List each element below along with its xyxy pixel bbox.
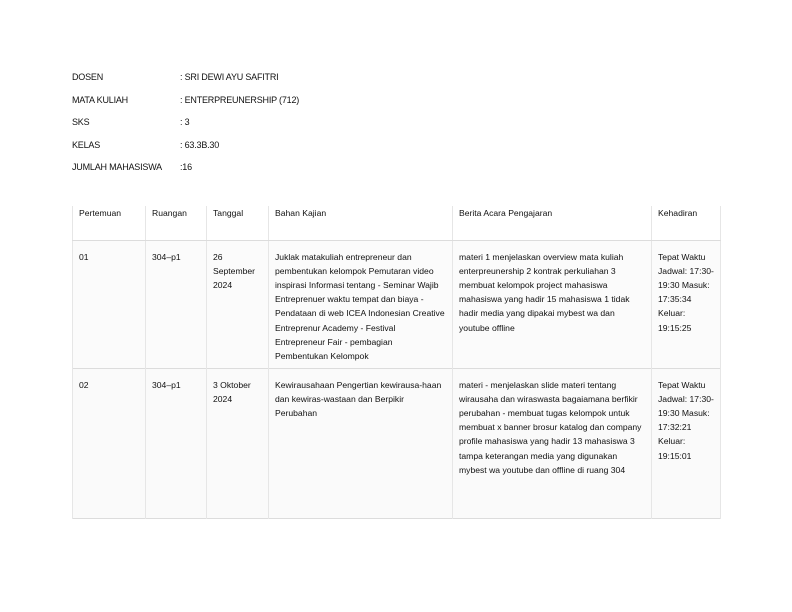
info-label: MATA KULIAH xyxy=(72,94,128,105)
cell-ruangan: 304–p1 xyxy=(146,240,207,368)
info-value: : 63.3B.30 xyxy=(180,139,220,150)
info-value: : ENTERPREUNERSHIP (712) xyxy=(180,94,300,105)
info-value: : SRI DEWI AYU SAFITRI xyxy=(180,72,279,82)
cell-berita-acara: materi - menjelaskan slide materi tentang wirausaha dan wiraswasta bagaiamana berfikir perubahan - membuat tugas kelompok untuk membuat x banner brosur katalog dan company profile mahasiswa yang hadir 13 mahasiswa 3 tampa keterangan media yang digunakan mybest wa youtube dan offline di ruang 304 xyxy=(453,368,652,518)
table-row xyxy=(73,368,721,518)
info-row-sks xyxy=(72,117,299,140)
column-header: Pertemuan xyxy=(73,206,146,240)
cell-pertemuan: 02 xyxy=(73,368,146,518)
cell-tanggal: 26 September 2024 xyxy=(207,240,269,368)
info-row-kelas xyxy=(72,140,299,163)
column-header: Berita Acara Pengajaran xyxy=(453,206,652,240)
cell-kehadiran: Tepat Waktu Jadwal: 17:30-19:30 Masuk: 17:35:34 Keluar: 19:15:25 xyxy=(652,240,721,368)
cell-bahan-kajian: Juklak matakuliah entrepreneur dan pembentukan kelompok Pemutaran video inspirasi Informasi tentang - Seminar Wajib Entreprenuer waktu tempat dan biaya - Pendataan di web ICEA Indonesian Creative Entreprenur Academy - Festival Entrepreneur Fair - pembagian Pembentukan Kelompok xyxy=(269,240,453,368)
info-value: : 3 xyxy=(180,117,190,128)
column-header: Bahan Kajian xyxy=(269,206,453,240)
column-header: Kehadiran xyxy=(652,206,721,240)
cell-bahan-kajian: Kewirausahaan Pengertian kewirausa-haan dan kewiras-wastaan dan Berpikir Perubahan xyxy=(269,368,453,518)
table-header-row xyxy=(73,206,721,240)
cell-pertemuan: 01 xyxy=(73,240,146,368)
column-header: Tanggal xyxy=(207,206,269,240)
info-row-matakuliah xyxy=(72,95,299,118)
table-row xyxy=(73,240,721,368)
info-row-dosen xyxy=(72,72,299,95)
info-label: KELAS xyxy=(72,139,101,150)
cell-berita-acara: materi 1 menjelaskan overview mata kuliah enterpreunership 2 kontrak perkuliahan 3 membuat kelompok project mahasiswa mahasiswa yang hadir 15 mahasiswa 1 tidak hadir media yang dipakai mybest wa dan youtube offline xyxy=(453,240,652,368)
info-label: JUMLAH MAHASISWA xyxy=(72,162,162,173)
cell-ruangan: 304–p1 xyxy=(146,368,207,518)
info-label: DOSEN xyxy=(72,72,104,82)
attendance-table xyxy=(72,206,721,519)
info-value: :16 xyxy=(180,162,192,173)
cell-kehadiran: Tepat Waktu Jadwal: 17:30-19:30 Masuk: 17:32:21 Keluar: 19:15:01 xyxy=(652,368,721,518)
column-header: Ruangan xyxy=(146,206,207,240)
course-info xyxy=(72,72,299,185)
info-row-jumlah xyxy=(72,162,299,185)
cell-tanggal: 3 Oktober 2024 xyxy=(207,368,269,518)
info-label: SKS xyxy=(72,117,90,128)
